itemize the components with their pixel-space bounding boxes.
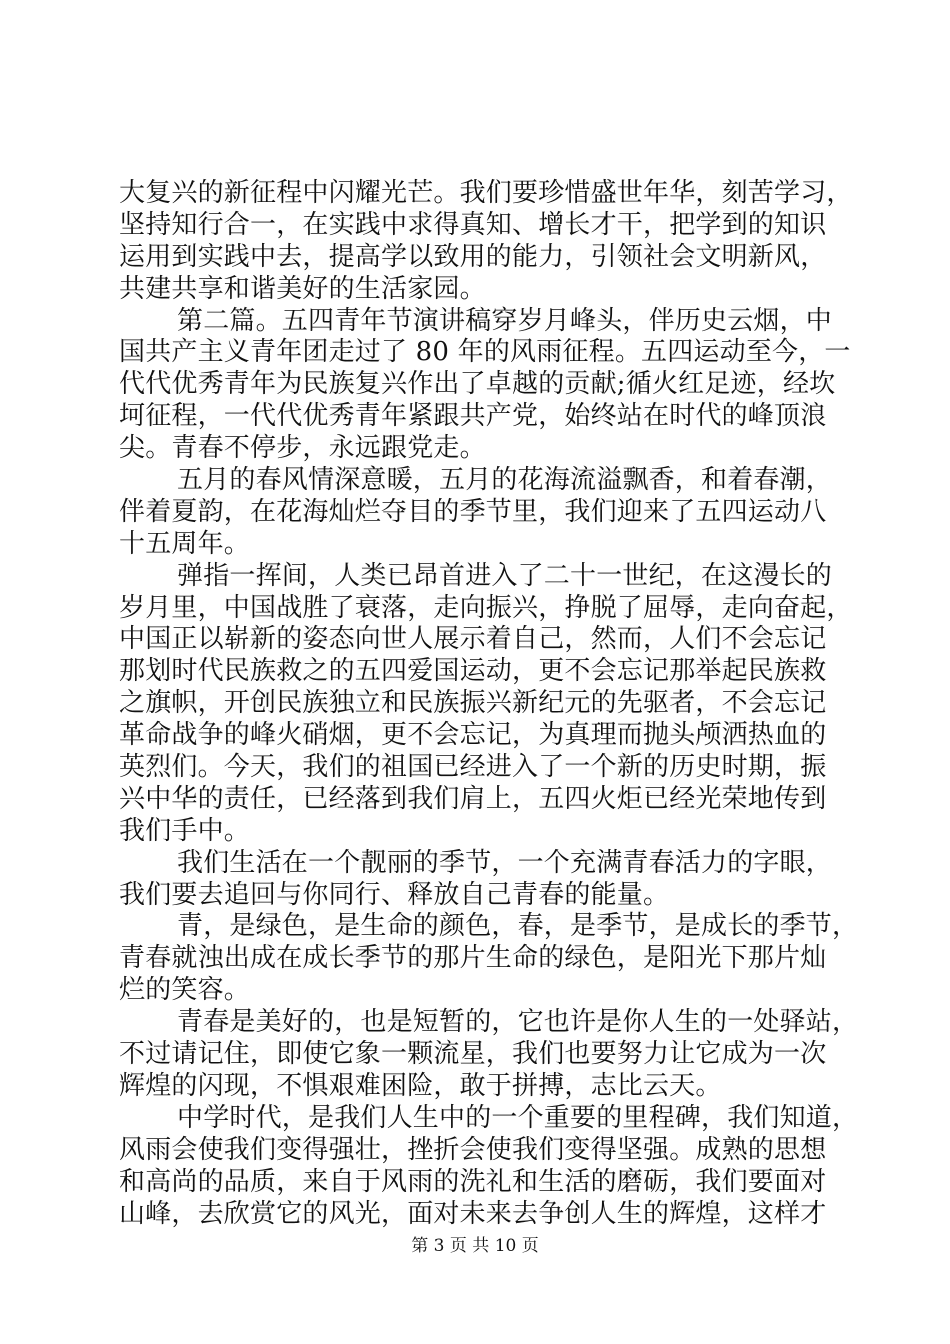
text-line: 辉煌的闪现，不惧艰难困险，敢于拼搏，志比云天。 [119,1070,722,1101]
paragraph-start-line: 第二篇。五四青年节演讲稿穿岁月峰头，伴历史云烟，中 [177,305,833,336]
text-line: 坷征程，一代代优秀青年紧跟共产党，始终站在时代的峰顶浪 [119,401,827,432]
text-line: 国共产主义青年团走过了 80 年的风雨征程。五四运动至今，一 [119,337,851,368]
text-line: 共建共享和谐美好的生活家园。 [119,273,486,304]
text-line: 尖。青春不停步，永远跟党走。 [119,433,486,464]
text-line: 我们要去追回与你同行、释放自己青春的能量。 [119,879,670,910]
paragraph-start-line: 中学时代，是我们人生中的一个重要的里程碑，我们知道， [177,1102,859,1133]
text-line: 风雨会使我们变得强壮，挫折会使我们变得坚强。成熟的思想 [119,1134,827,1165]
paragraph-start-line: 青，是绿色，是生命的颜色，春，是季节，是成长的季节， [177,911,859,942]
paragraph-start-line: 五月的春风情深意暖，五月的花海流溢飘香，和着春潮， [177,465,833,496]
text-line: 英烈们。今天，我们的祖国已经进入了一个新的历史时期，振 [119,752,827,783]
text-line: 之旗帜，开创民族独立和民族振兴新纪元的先驱者，不会忘记 [119,688,827,719]
text-line: 兴中华的责任，已经落到我们肩上，五四火炬已经光荣地传到 [119,783,827,814]
text-line: 坚持知行合一，在实践中求得真知、增长才干，把学到的知识 [119,209,827,240]
text-line: 青春就浊出成在成长季节的那片生命的绿色，是阳光下那片灿 [119,943,827,974]
document-body [119,178,859,1230]
text-line: 不过请记住，即使它象一颗流星，我们也要努力让它成为一次 [119,1039,827,1070]
text-line: 代代优秀青年为民族复兴作出了卓越的贡献;循火红足迹，经坎 [119,369,836,400]
text-line: 那划时代民族救之的五四爱国运动，更不会忘记那举起民族救 [119,656,827,687]
text-line: 运用到实践中去，提高学以致用的能力，引领社会文明新风， [119,241,827,272]
text-line: 革命战争的峰火硝烟，更不会忘记，为真理而抛头颅洒热血的 [119,720,827,751]
text-line: 山峰，去欣赏它的风光，面对未来去争创人生的辉煌，这样才 [119,1198,827,1229]
text-line: 伴着夏韵，在花海灿烂夺目的季节里，我们迎来了五四运动八 [119,496,827,527]
text-line: 和高尚的品质，来自于风雨的洗礼和生活的磨砺，我们要面对 [119,1166,827,1197]
text-line: 烂的笑容。 [119,975,251,1006]
text-line: 岁月里，中国战胜了衰落，走向振兴，挣脱了屈辱，走向奋起， [119,592,853,623]
paragraph-start-line: 弹指一挥间，人类已昂首进入了二十一世纪，在这漫长的 [177,560,833,591]
text-line: 大复兴的新征程中闪耀光芒。我们要珍惜盛世年华，刻苦学习， [119,178,853,208]
page-number-footer: 第 3 页 共 10 页 [411,1236,539,1256]
text-line: 我们手中。 [119,815,251,846]
paragraph-start-line: 青春是美好的，也是短暂的，它也许是你人生的一处驿站， [177,1007,859,1038]
paragraph-start-line: 我们生活在一个靓丽的季节，一个充满青春活力的字眼， [177,847,833,878]
text-line: 中国正以崭新的姿态向世人展示着自己，然而，人们不会忘记 [119,624,827,655]
text-line: 十五周年。 [119,528,251,559]
